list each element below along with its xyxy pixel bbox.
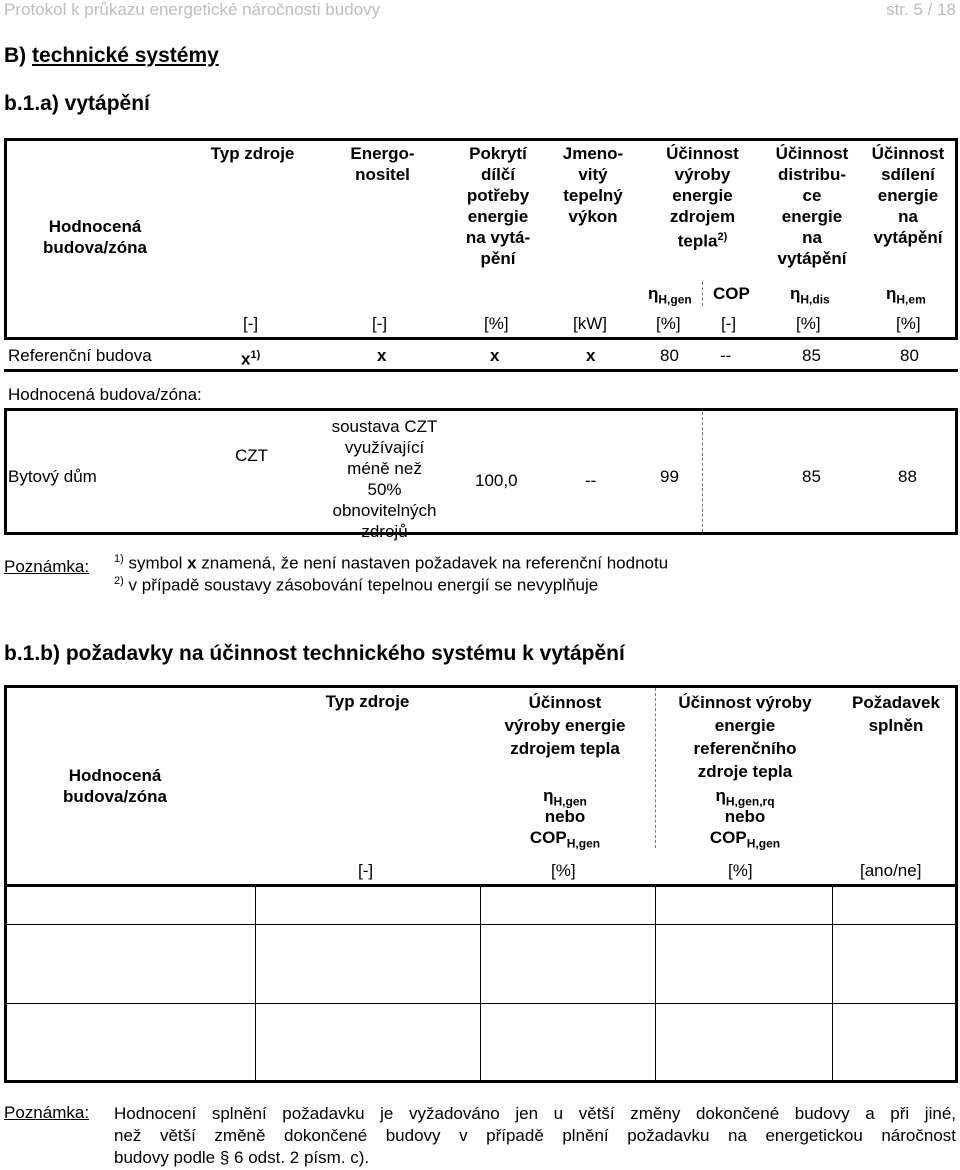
- header-energy-carrier: [330, 143, 435, 185]
- footnote-2-ref: 2): [717, 231, 728, 243]
- section-b-heading: [4, 44, 219, 68]
- unit-source-type: [-]: [243, 314, 259, 333]
- note-2-label: [4, 1103, 89, 1123]
- note-1-line-1: [114, 553, 668, 574]
- symbol-eta-h-gen: [648, 283, 692, 310]
- header-dist-efficiency-l3: ce: [802, 186, 822, 205]
- t2-gen-or: nebo: [544, 807, 586, 826]
- header-evaluated-zone-text: Hodnocená budova/zóna: [43, 217, 147, 257]
- note-1-line-2: [114, 575, 598, 596]
- section-b-title: technické systémy: [32, 44, 219, 67]
- header-emission-efficiency-l5: vytápění: [873, 228, 943, 247]
- t2-symbol-cop-h-gen-ref-main: COP: [709, 828, 747, 847]
- reference-nominal-output: x: [586, 346, 596, 365]
- note-1-post: znamená, že není nastaven požadavek na referenční hodnotu: [196, 553, 669, 573]
- note-2-label-text: Poznámka:: [4, 1103, 90, 1122]
- header-emission-efficiency-l4: na: [898, 207, 918, 226]
- section-b1b-heading: b.1.b) požadavky na účinnost technického systému k vytápění: [4, 642, 625, 665]
- header-evaluated-zone: [20, 216, 170, 258]
- note-1-x: x: [187, 553, 197, 573]
- header-emission-efficiency-l2: sdílení: [881, 165, 935, 184]
- note-2-text: v případě soustavy zásobování tepelnou energií se nevyplňuje: [128, 575, 599, 595]
- t2-symbol-eta-h-gen-rq-sub: H,gen,rq: [725, 794, 775, 809]
- header-dist-efficiency-l4: energie: [781, 207, 843, 226]
- evaluated-zone-heading: Hodnocená budova/zóna:: [8, 385, 202, 404]
- t2-symbol-cop-h-gen-sub: H,gen: [566, 836, 601, 851]
- note-1-label: [4, 557, 89, 577]
- header-gen-efficiency-l3: energie: [672, 186, 733, 205]
- note-2-line-3: budovy podle § 6 odst. 2 písm. c).: [114, 1148, 370, 1167]
- note-2-body: [114, 1103, 956, 1169]
- t2-header-evaluated-zone-l2: budova/zóna: [63, 787, 167, 806]
- note-1-label-text: Poznámka:: [4, 557, 90, 576]
- symbol-eta-h-gen-sub: H,gen: [658, 292, 692, 307]
- symbol-eta-h-dis-main: η: [790, 284, 801, 303]
- page-number: str. 5 / 18: [886, 0, 956, 19]
- header-coverage: [448, 143, 548, 269]
- header-coverage-l4: energie: [467, 207, 529, 226]
- t2-header-requirement-met-l2: splněn: [868, 716, 924, 735]
- t2-unit-ref-efficiency: [%]: [728, 861, 753, 880]
- zone-energy-carrier-l6: zdrojů: [361, 522, 408, 541]
- header-nominal-output-l2: vitý: [578, 165, 608, 184]
- t2-header-gen-efficiency-l3: zdrojem tepla: [510, 739, 620, 758]
- t2-header-source-type: Typ zdroje: [325, 692, 410, 711]
- header-dist-efficiency-l6: vytápění: [777, 249, 847, 268]
- unit-gen-efficiency: [%]: [656, 314, 681, 333]
- header-emission-efficiency-l1: Účinnost: [871, 144, 945, 163]
- symbol-cop: COP: [713, 284, 750, 303]
- t2-unit-source-type: [-]: [358, 861, 374, 880]
- t2-header-ref-efficiency-l3: referenčního: [693, 739, 797, 758]
- t2-header-ref-efficiency-l4: zdroje tepla: [697, 762, 793, 781]
- t2-header-gen-efficiency: [470, 691, 660, 760]
- header-coverage-l6: pění: [480, 249, 516, 268]
- t2-header-gen-efficiency-l2: výroby energie: [504, 716, 626, 735]
- zone-energy-carrier-l4: 50%: [367, 480, 402, 499]
- section-b1a-heading: b.1.a) vytápění: [4, 92, 150, 115]
- t2-header-evaluated-zone-l1: Hodnocená: [68, 766, 162, 785]
- note-2-sup: 2): [114, 575, 124, 587]
- header-nominal-output-l4: výkon: [568, 207, 618, 226]
- symbol-eta-h-dis: [790, 283, 830, 310]
- reference-source-type-value: x: [241, 349, 251, 369]
- reference-gen-efficiency: 80: [660, 346, 679, 365]
- t2-unit-gen-efficiency: [%]: [551, 861, 576, 880]
- header-coverage-l2: dílčí: [480, 165, 515, 184]
- reference-coverage: x: [490, 346, 500, 365]
- unit-emission-efficiency: [%]: [896, 314, 921, 333]
- symbol-eta-h-em-main: η: [886, 284, 897, 303]
- header-coverage-l5: na vytá-: [465, 228, 531, 247]
- zone-dist-efficiency: 85: [802, 467, 821, 486]
- zone-emission-efficiency: 88: [898, 467, 917, 486]
- note-2-line-1: Hodnocení splnění požadavku je vyžadováno jen u větší změny dokončené budovy a při jiné,: [114, 1104, 956, 1123]
- header-coverage-l1: Pokrytí: [469, 144, 527, 163]
- zone-energy-carrier-l5: obnovitelných: [332, 501, 437, 520]
- zone-source-type: CZT: [235, 446, 269, 465]
- t2-header-ref-efficiency-l2: energie: [714, 716, 776, 735]
- zone-nominal-output: --: [585, 471, 597, 490]
- unit-nominal-output: [kW]: [573, 314, 607, 333]
- unit-energy-carrier: [-]: [372, 314, 388, 333]
- header-gen-efficiency-l5: [640, 227, 765, 252]
- header-emission-efficiency-l3: energie: [877, 186, 939, 205]
- reference-source-type: [241, 345, 260, 370]
- symbol-eta-h-gen-main: η: [648, 284, 659, 303]
- t2-symbol-cop-h-gen-main: COP: [529, 828, 567, 847]
- t2-header-requirement-met-l1: Požadavek: [852, 693, 940, 712]
- zone-energy-carrier-l2: využívající: [344, 438, 425, 457]
- zone-energy-carrier-l1: soustava CZT: [331, 417, 438, 436]
- section-b-label: B): [4, 44, 27, 67]
- t2-symbol-eta-h-gen-sub: H,gen: [553, 794, 587, 809]
- header-dist-efficiency-l1: Účinnost: [775, 144, 849, 163]
- header-energy-carrier-l1: Energo-: [350, 144, 415, 163]
- t2-header-ref-efficiency-l1: Účinnost výroby: [678, 693, 812, 712]
- header-source-type: Typ zdroje: [210, 144, 295, 163]
- document-header-title: Protokol k průkazu energetické náročnosti budovy: [4, 0, 381, 19]
- reference-energy-carrier: x: [377, 346, 387, 365]
- header-nominal-output-l3: tepelný: [563, 186, 623, 205]
- zone-label: Bytový dům: [8, 467, 97, 486]
- header-energy-carrier-l2: nositel: [355, 165, 410, 184]
- t2-header-requirement-met: [836, 691, 956, 737]
- zone-gen-efficiency: 99: [660, 467, 679, 486]
- header-gen-efficiency-l4: zdrojem: [669, 207, 736, 226]
- t2-symbol-cop-h-gen-ref: [650, 827, 840, 854]
- note-1-sup: 1): [114, 553, 124, 565]
- note-2-line-2: než větší změně dokončené budovy v případě plnění požadavku na energetickou náročnost: [114, 1126, 956, 1145]
- t2-symbol-eta-h-gen-main: η: [543, 786, 554, 805]
- t2-symbol-eta-h-gen-rq-main: η: [715, 786, 726, 805]
- header-dist-efficiency: [762, 143, 862, 269]
- unit-coverage: [%]: [484, 314, 509, 333]
- header-coverage-l3: potřeby: [466, 186, 530, 205]
- header-gen-efficiency-l5-text: tepla: [677, 231, 718, 251]
- t2-ref-or: nebo: [724, 807, 766, 826]
- header-nominal-output: [548, 143, 638, 227]
- header-gen-efficiency: [640, 143, 765, 252]
- header-dist-efficiency-l5: na: [802, 228, 822, 247]
- t2-unit-requirement-met: [ano/ne]: [860, 861, 922, 880]
- header-gen-efficiency-l1: Účinnost: [666, 144, 739, 163]
- reference-dist-efficiency: 85: [802, 346, 821, 365]
- t2-symbol-cop-h-gen-ref-sub: H,gen: [746, 836, 781, 851]
- header-nominal-output-l1: Jmeno-: [562, 144, 624, 163]
- unit-cop: [-]: [721, 314, 737, 333]
- symbol-eta-h-dis-sub: H,dis: [800, 292, 830, 307]
- symbol-eta-h-em: [886, 283, 926, 310]
- zone-coverage: 100,0: [475, 471, 518, 490]
- zone-energy-carrier: [312, 416, 457, 542]
- reference-building-label: Referenční budova: [8, 346, 152, 365]
- symbol-eta-h-em-sub: H,em: [896, 292, 926, 307]
- header-gen-efficiency-l2: výroby: [674, 165, 731, 184]
- reference-emission-efficiency: 80: [900, 346, 919, 365]
- t2-header-gen-efficiency-l1: Účinnost: [528, 693, 602, 712]
- footnote-1-ref: 1): [250, 349, 261, 361]
- t2-header-evaluated-zone: [40, 765, 190, 807]
- t2-header-ref-efficiency: [650, 691, 840, 783]
- header-emission-efficiency: [862, 143, 954, 248]
- zone-energy-carrier-l3: méně než: [347, 459, 422, 478]
- reference-cop: --: [720, 346, 732, 365]
- note-1-pre: symbol: [128, 553, 188, 573]
- unit-dist-efficiency: [%]: [796, 314, 821, 333]
- t2-symbol-cop-h-gen: [470, 827, 660, 854]
- header-dist-efficiency-l2: distribu-: [778, 165, 846, 184]
